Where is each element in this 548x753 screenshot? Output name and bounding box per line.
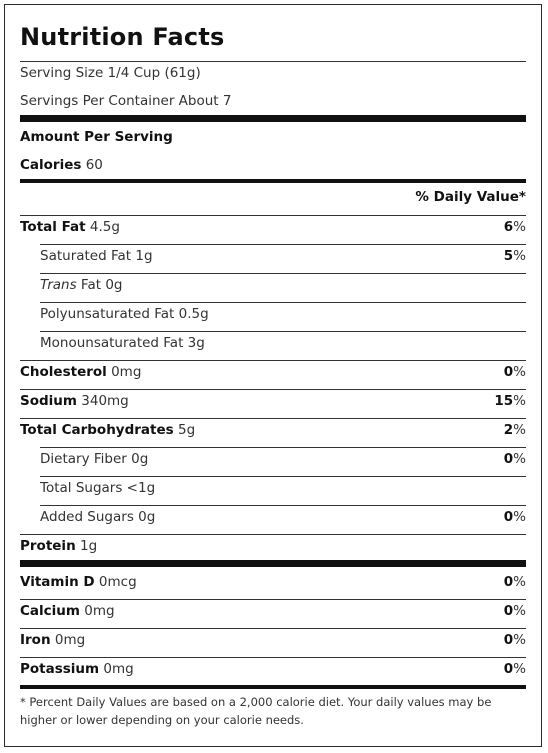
vitamin-row [20, 603, 526, 625]
amount-per-serving-row [20, 129, 526, 151]
vitamin-row [20, 574, 526, 596]
row-divider [20, 534, 526, 535]
serving-size: Serving Size 1/4 Cup (61g) [20, 65, 201, 81]
percent-symbol: % [513, 393, 526, 409]
row-divider [20, 389, 526, 390]
nutrient-name: Added Sugars [40, 509, 134, 525]
daily-value-number: 0 [503, 509, 514, 525]
nutrient-amount: 5g [177, 422, 196, 438]
nutrient-name: Polyunsaturated Fat [40, 306, 175, 322]
daily-value-number: 0 [503, 632, 514, 648]
nutrient-name: Total Carbohydrates [20, 422, 174, 438]
nutrient-amount: 1g [135, 248, 153, 264]
daily-value-number: 15 [494, 393, 514, 409]
calories-label: Calories [20, 157, 82, 173]
percent-symbol: % [513, 509, 526, 525]
row-divider [40, 476, 526, 477]
nutrient-amount: 0g [131, 451, 149, 467]
nutrient-name: Protein [20, 538, 76, 554]
nutrient-label [20, 393, 129, 409]
servings-per-container: Servings Per Container About 7 [20, 93, 232, 109]
nutrient-row [20, 364, 526, 386]
daily-value-number: 0 [503, 603, 514, 619]
daily-value-number: 0 [503, 364, 514, 380]
vitamin-amount: 0mcg [98, 574, 137, 590]
percent-symbol: % [513, 632, 526, 648]
nutrient-row [20, 451, 526, 473]
vitamin-name: Potassium [20, 661, 100, 677]
percent-symbol: % [513, 219, 526, 235]
nutrient-name: Sodium [20, 393, 77, 409]
row-divider [20, 599, 526, 600]
percent-symbol: % [513, 364, 526, 380]
nutrient-name: Saturated Fat [40, 248, 132, 264]
calories-row [20, 157, 526, 179]
vitamin-label [20, 632, 85, 648]
percent-symbol: % [513, 451, 526, 467]
daily-value-percent [504, 509, 526, 525]
daily-value-percent [504, 422, 526, 438]
medium-divider [20, 685, 526, 689]
nutrient-row [20, 335, 526, 357]
nutrition-facts-panel [4, 4, 542, 747]
nutrient-name: Total Sugars [40, 480, 123, 496]
nutrient-name-prefix: Trans [40, 277, 77, 293]
nutrient-row [20, 306, 526, 328]
divider [20, 61, 526, 62]
daily-value-number: 6 [503, 219, 514, 235]
nutrient-label [40, 306, 209, 322]
nutrient-name: Cholesterol [20, 364, 107, 380]
row-divider [40, 331, 526, 332]
vitamin-label [20, 574, 137, 590]
daily-value-percent [504, 451, 526, 467]
medium-divider [20, 179, 526, 183]
vitamin-amount: 0mg [54, 632, 86, 648]
vitamin-name: Vitamin D [20, 574, 95, 590]
nutrient-label [40, 480, 155, 496]
nutrient-row [20, 480, 526, 502]
nutrient-label [20, 364, 141, 380]
row-divider [40, 505, 526, 506]
nutrient-label [40, 248, 153, 264]
nutrient-row [20, 509, 526, 531]
percent-symbol: % [513, 603, 526, 619]
vitamin-row [20, 661, 526, 683]
nutrient-amount: 0g [105, 277, 123, 293]
nutrient-name: Monounsaturated Fat [40, 335, 184, 351]
daily-value-number: 0 [503, 574, 514, 590]
nutrient-amount: 1g [79, 538, 98, 554]
nutrient-label [40, 509, 155, 525]
daily-value-header: % Daily Value* [415, 189, 526, 205]
percent-symbol: % [513, 661, 526, 677]
nutrient-row [20, 277, 526, 299]
nutrient-label [20, 422, 195, 438]
percent-symbol: % [513, 422, 526, 438]
vitamin-row [20, 632, 526, 654]
nutrient-label [20, 538, 97, 554]
nutrient-amount: <1g [126, 480, 156, 496]
calories-value: 60 [85, 157, 103, 173]
daily-value-number: 0 [503, 451, 514, 467]
nutrient-row [20, 393, 526, 415]
daily-value-number: 0 [503, 661, 514, 677]
label-title: Nutrition Facts [20, 23, 225, 51]
footnote: * Percent Daily Values are based on a 2,000 calorie diet. Your daily values may be higher or lower depending on your calorie needs. [20, 695, 492, 727]
nutrient-row [20, 422, 526, 444]
row-divider [40, 302, 526, 303]
vitamin-name: Calcium [20, 603, 80, 619]
nutrient-label [40, 277, 122, 293]
daily-value-percent [504, 219, 526, 235]
nutrient-name: Fat [80, 277, 102, 293]
vitamin-label [20, 603, 115, 619]
row-divider [40, 244, 526, 245]
row-divider [20, 360, 526, 361]
row-divider [40, 273, 526, 274]
nutrient-amount: 4.5g [89, 219, 120, 235]
nutrient-amount: 340mg [81, 393, 129, 409]
nutrient-amount: 0mg [111, 364, 142, 380]
daily-value-percent [504, 632, 526, 648]
amount-per-serving: Amount Per Serving [20, 129, 173, 145]
daily-value-number: 2 [503, 422, 514, 438]
nutrient-amount: 3g [187, 335, 205, 351]
row-divider [20, 418, 526, 419]
nutrient-row [20, 538, 526, 560]
row-divider [40, 447, 526, 448]
daily-value-header-row [20, 189, 526, 211]
percent-symbol: % [513, 574, 526, 590]
nutrient-label [20, 219, 120, 235]
row-divider [20, 657, 526, 658]
nutrient-name: Dietary Fiber [40, 451, 127, 467]
daily-value-number: 5 [503, 248, 514, 264]
nutrient-name: Total Fat [20, 219, 86, 235]
nutrient-amount: 0.5g [178, 306, 209, 322]
nutrient-row [20, 219, 526, 241]
nutrient-label [40, 335, 205, 351]
daily-value-percent [504, 248, 526, 264]
vitamin-amount: 0mg [103, 661, 134, 677]
nutrient-label [40, 451, 148, 467]
thick-divider [20, 560, 526, 567]
nutrient-amount: 0g [138, 509, 156, 525]
vitamin-label [20, 661, 134, 677]
thick-divider [20, 115, 526, 122]
nutrient-row [20, 248, 526, 270]
daily-value-percent [504, 574, 526, 590]
row-divider [20, 215, 526, 216]
daily-value-percent [504, 603, 526, 619]
percent-symbol: % [513, 248, 526, 264]
daily-value-percent [504, 661, 526, 677]
vitamin-name: Iron [20, 632, 51, 648]
daily-value-percent [504, 364, 526, 380]
daily-value-percent [494, 393, 526, 409]
vitamin-amount: 0mg [84, 603, 115, 619]
row-divider [20, 628, 526, 629]
